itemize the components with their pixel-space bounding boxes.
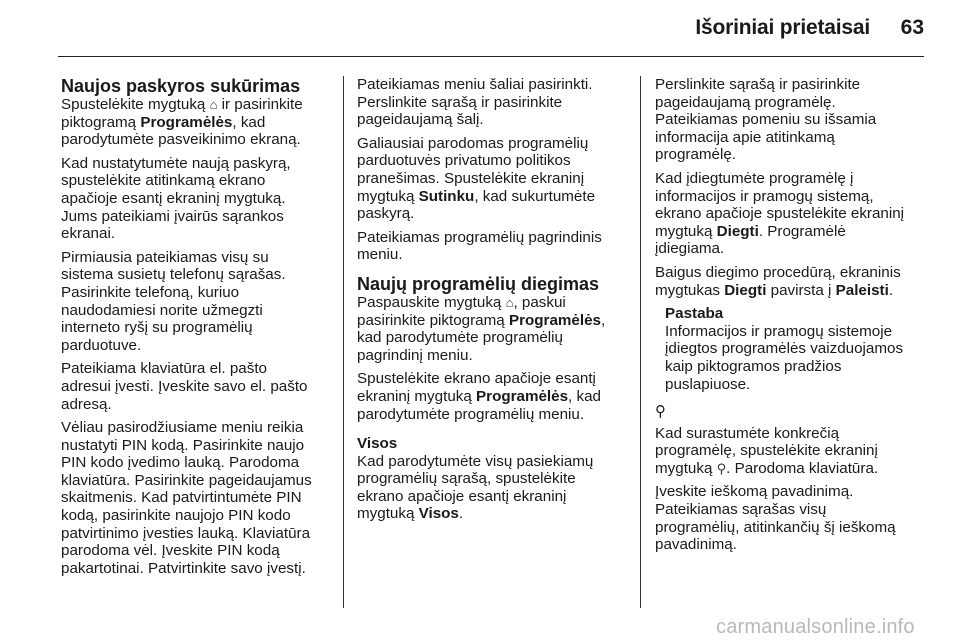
note-box	[665, 305, 933, 393]
paragraph: Įveskite ieškomą pavadinimą. Pateikiamas sąrašas visų programėlių, atitinkančių šį ieškomą pavadinimą.	[655, 483, 896, 554]
paragraph: Spustelėkite ekrano apačioje esantį ekraninį mygtuką Programėlės, kad parodytumėte programėlių meniu.	[357, 370, 601, 423]
paragraph: Kad surastumėte konkrečią programėlę, spustelėkite ekraninį mygtuką ⚲. Parodoma klaviatūra.	[655, 424, 879, 477]
paragraph: Galiausiai parodomas programėlių parduotuvės privatumo politikos pranešimas. Spustelėkite ekraninį mygtuką Sutinku, kad sukurtumėte paskyrą.	[357, 134, 596, 223]
paragraph: Kad nustatytumėte naują paskyrą, spustelėkite atitinkamą ekrano apačioje esantį ekraninį mygtuką. Jums pateikiami įvairūs sąrankos ekranai.	[61, 154, 291, 243]
paragraph: Pateikiamas meniu šaliai pasirinkti. Perslinkite sąrašą ir pasirinkite pageidaujamą šalį.	[357, 76, 593, 129]
page-number: 63	[900, 16, 924, 39]
paragraph: Kad įdiegtumėte programėlę į informacijos ir pramogų sistemą, ekrano apačioje spustelėkite ekraninį mygtuką Diegti. Programėlė įdiegiama.	[655, 169, 905, 258]
paragraph: Kad parodytumėte visų pasiekiamų programėlių sąrašą, spustelėkite ekrano apačioje esantį ekraninį mygtuką Visos.	[357, 452, 594, 523]
column-3	[655, 76, 933, 560]
column-2	[357, 76, 635, 529]
home-icon: ⌂	[209, 97, 218, 112]
paragraph: Baigus diegimo procedūrą, ekraninis mygtukas Diegti pavirsta į Paleisti.	[655, 263, 901, 299]
note-title: Pastaba	[665, 305, 724, 323]
paragraph: Paspauskite mygtuką ⌂, paskui pasirinkite piktogramą Programėlės, kad parodytumėte programėlių pagrindinį meniu.	[357, 293, 606, 364]
paragraph: Vėliau pasirodžiusiame meniu reikia nustatyti PIN kodą. Pasirinkite naujo PIN kodo įvedimo lauką. Parodoma klaviatūra. Pasirinkite pageidaujamus skaitmenis. Kad patvirtintumėte PIN kodą, pasirinkite naujojo PIN kodo patvirtinimo įvesties lauką. Klaviatūra parodoma vėl. Įveskite PIN kodą pakartotinai. Patvirtinkite savo įvestį.	[61, 419, 312, 577]
header-divider	[58, 56, 924, 57]
watermark: carmanualsonline.info	[716, 616, 915, 638]
section-heading-new-account: Naujos paskyros sukūrimas	[61, 76, 301, 96]
home-icon: ⌂	[505, 294, 514, 310]
search-icon: ⚲	[716, 460, 727, 476]
note-text: Informacijos ir pramogų sistemoje įdiegtos programėlės vaizduojamos kaip piktogramos pradžios puslapiuose.	[665, 322, 904, 393]
page-title: Išoriniai prietaisai	[695, 16, 870, 39]
column-divider-2	[640, 76, 641, 608]
paragraph: Pateikiama klaviatūra el. pašto adresui įvesti. Įveskite savo el. pašto adresą.	[61, 360, 308, 413]
column-1	[61, 76, 331, 583]
search-icon: ⚲	[655, 403, 666, 421]
column-divider-1	[343, 76, 344, 608]
paragraph: Pirmiausia pateikiamas visų su sistema susietų telefonų sąrašas. Pasirinkite telefoną, kuriuo naudodamiesi norite užmegzti interneto ryšį su programėlių parduotuve.	[61, 248, 286, 354]
paragraph: Perslinkite sąrašą ir pasirinkite pageidaujamą programėlę. Pateikiamas pomeniu su išsamia informacija apie atitinkamą programėlę.	[655, 76, 877, 164]
section-heading-install-apps: Naujų programėlių diegimas	[357, 273, 600, 294]
paragraph: Pateikiamas programėlių pagrindinis meniu.	[357, 228, 602, 264]
paragraph: Spustelėkite mygtuką ⌂ ir pasirinkite piktogramą Programėlės, kad parodytumėte pasveikinimo ekraną.	[61, 96, 303, 149]
subheading-visos: Visos	[357, 435, 398, 453]
